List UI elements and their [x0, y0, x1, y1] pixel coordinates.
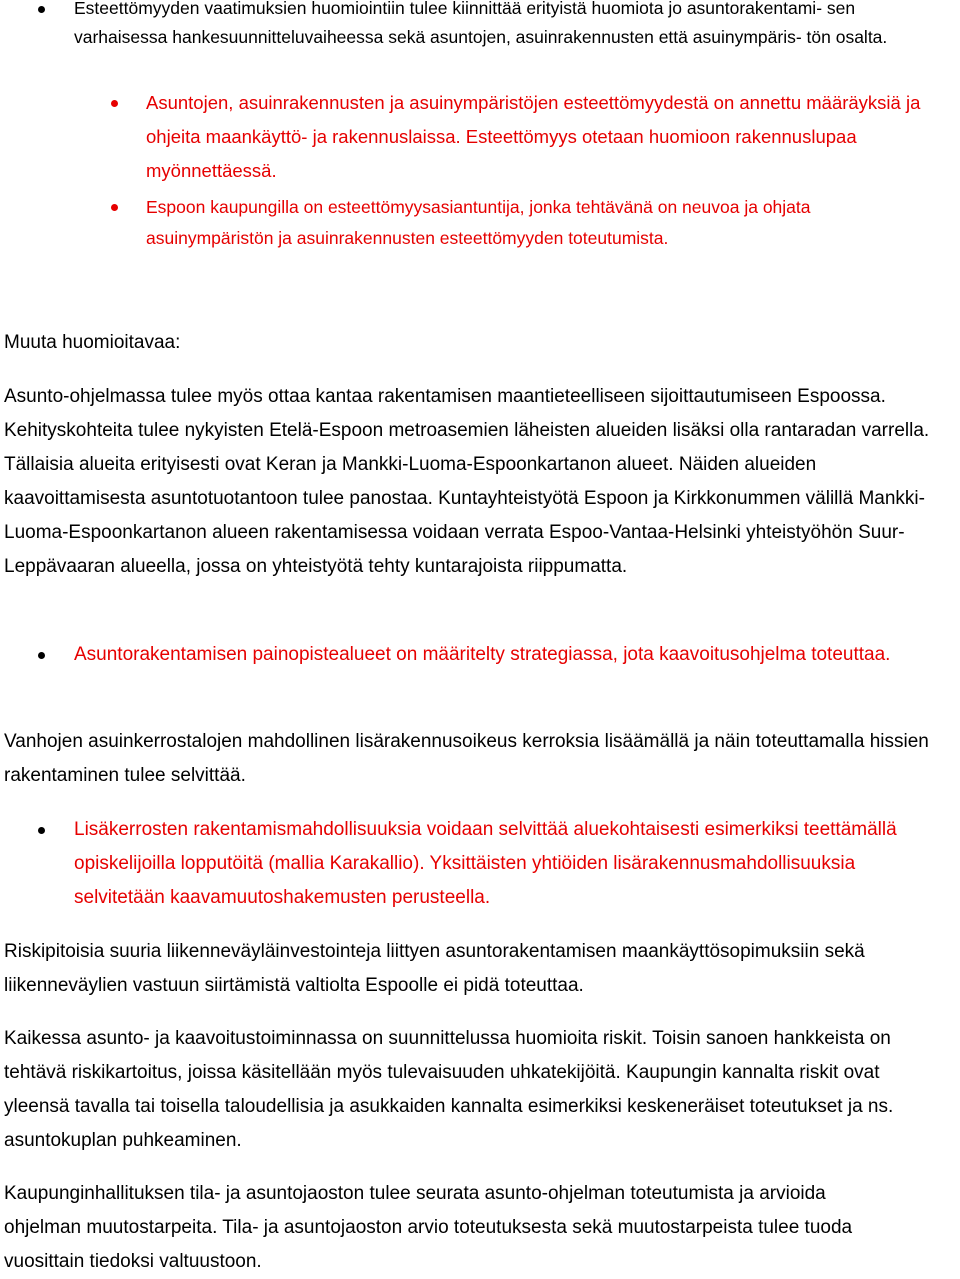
red-bullet-focus-areas [74, 638, 946, 672]
sub-bullet-accessibility-regulations [146, 86, 930, 188]
paragraph-text: Vanhojen asuinkerrostalojen mahdollinen lisärakennusoikeus kerroksia lisäämällä ja näin toteuttamalla hissien rakentaminen tulee selvittää. [4, 731, 929, 786]
section-heading [4, 326, 960, 360]
heading-text: Muuta huomioitavaa: [4, 332, 181, 353]
bullet-icon [38, 827, 45, 834]
sub-bullet-text: Asuntojen, asuinrakennusten ja asuinympäristöjen esteettömyydestä on annettu määräyksiä ja ohjeita maankäyttö- ja rakennuslaissa. Esteettömyys otetaan huomioon rakennuslupaa myönnettäessä. [146, 92, 921, 181]
top-bullet-text: Esteettömyyden vaatimuksien huomiointiin tulee kiinnittää erityistä huomiota jo asuntorakentami- sen varhaisessa hankesuunnitteluvaiheessa sekä asuntojen, asuinrakennusten että asuinympäris- tön osalta. [74, 0, 888, 47]
bullet-icon [111, 204, 118, 211]
bullet-icon [38, 6, 45, 13]
bullet-icon [111, 100, 118, 107]
paragraph-risks [4, 1022, 920, 1158]
bullet-icon [38, 652, 45, 659]
paragraph-monitoring [4, 1177, 900, 1279]
paragraph-text: Asunto-ohjelmassa tulee myös ottaa kantaa rakentamisen maantieteelliseen sijoittautumiseen Espoossa. Kehityskohteita tulee nykyisten Etelä-Espoon metroasemien läheisten alueiden lisäksi olla rantaradan varrella. Tällaisia alueita erityisesti ovat Keran ja Mankki-Luoma-Espoonkartanon alueet. Näiden alueiden kaavoittamisesta asuntotuotantoon tulee panostaa. Kuntayhteistyötä Espoon ja Kirkkonummen välillä Mankki-Luoma-Espoonkartanon alueen rakentamisessa voidaan verrata Espoo-Vantaa-Helsinki yhteistyöhön Suur-Leppävaaran alueella, jossa on yhteistyötä tehty kuntarajoista riippumatta. [4, 386, 930, 577]
paragraph-text: Kaupunginhallituksen tila- ja asuntojaoston tulee seurata asunto-ohjelman toteutumista ja arvioida ohjelman muutostarpeita. Tila- ja asuntojaoston arvio toteutuksesta sekä muutostarpeista tulee tuoda vuosittain tiedoksi valtuustoon. [4, 1183, 853, 1272]
paragraph-additional-floors [4, 725, 948, 793]
red-bullet-text: Lisäkerrosten rakentamismahdollisuuksia voidaan selvittää aluekohtaisesti esimerkiksi teettämällä opiskelijoilla lopputöitä (mallia Karakallio). Yksittäisten yhtiöiden lisärakennusmahdollisuuksia selvitetään kaavamuutoshakemusten perusteella. [74, 819, 897, 908]
red-bullet-extra-floors-study [74, 813, 930, 915]
paragraph-text: Kaikessa asunto- ja kaavoitustoiminnassa on suunnittelussa huomioita riskit. Toisin sanoen hankkeista on tehtävä riskikartoitus, joissa käsitellään myös tulevaisuuden uhkatekijöitä. Kaupungin kannalta riskit ovat yleensä tavalla tai toisella taloudellisia ja asukkaiden kannalta esimerkiksi keskeneräiset toteutukset ja ns. asuntokuplan puhkeaminen. [4, 1028, 894, 1151]
paragraph-road-investments [4, 935, 960, 1003]
paragraph-text: Riskipitoisia suuria liikenneväyläinvestointeja liittyen asuntorakentamisen maankäyttösopimuksiin sekä liikenneväylien vastuun siirtämistä valtiolta Espoolle ei pidä toteuttaa. [4, 941, 865, 996]
red-bullet-text: Asuntorakentamisen painopistealueet on määritelty strategiassa, jota kaavoitusohjelma toteuttaa. [74, 644, 891, 665]
sub-bullet-text: Espoon kaupungilla on esteettömyysasiantuntija, jonka tehtävänä on neuvoa ja ohjata asuinympäristön ja asuinrakennusten esteettömyyden toteutumista. [146, 197, 811, 248]
paragraph-housing-location [4, 380, 954, 584]
sub-bullet-accessibility-expert [146, 192, 930, 254]
top-bullet [74, 0, 946, 52]
